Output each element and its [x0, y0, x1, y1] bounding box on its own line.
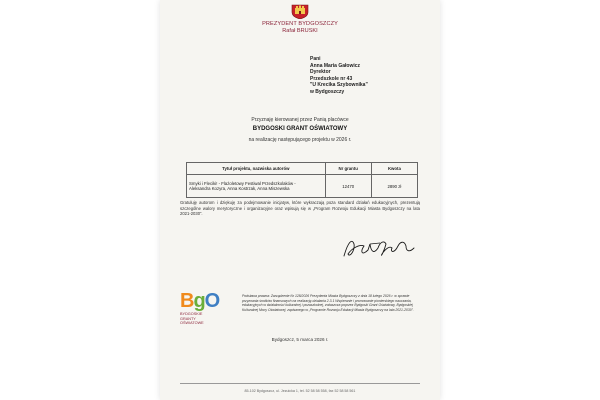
- footer-divider: [180, 383, 420, 384]
- column-header: Nr grantu: [325, 163, 371, 175]
- recipient-line: Przedszkole nr 43: [310, 75, 353, 82]
- grant-basis: na realizację następującego projektu w 2026 r.: [248, 137, 352, 143]
- column-header: Kwota: [371, 163, 417, 175]
- footer-address: 85-102 Bydgoszcz, ul. Jezuicka 1, tel. 52 58 58 558, fax 52 58 58 561: [244, 389, 356, 393]
- logo-caption: [180, 312, 242, 326]
- logo-caption-line: GRANTY: [180, 316, 196, 321]
- column-header: Tytuł projektu, nazwiska autorów: [187, 163, 326, 175]
- recipient-line: w Bydgoszczy: [310, 88, 345, 95]
- project-title-cell: [187, 175, 326, 198]
- project-authors: Aleksandra Kozyra, Anna Kostrzak, Anna Miszewska: [189, 186, 290, 191]
- recipient-line: Anna Maria Gałowicz: [310, 62, 361, 69]
- project-title: Smyki i Fleciki! - Flażoletowy Festiwal Przedszkolaków -: [189, 181, 296, 186]
- thanks-paragraph: Gratuluję autorom i dziękuję za podejmowanie inicjatyw, które wykraczają poza standard działań edukacyjnych, prezentują szczególne walory merytoryczne i organizacyjne oraz wpisują się w „Program Rozwoju Edukacji Miasta Bydgoszczy na lata 2021-2030”.: [180, 200, 420, 217]
- logo-caption-line: OŚWIATOWE: [180, 321, 204, 326]
- table-header-row: [187, 163, 418, 175]
- recipient-line: "U Krecika Szybownika": [310, 82, 368, 88]
- recipient-address: [310, 56, 368, 95]
- logo-letter-b: B: [180, 290, 194, 312]
- intro-text: Przyznaję kierowanej przez Panią placówce: [251, 117, 349, 123]
- header-title: PREZYDENT BYDGOSZCZY: [262, 21, 338, 27]
- header-name: Rafał BRUSKI: [282, 28, 318, 34]
- table-row: [187, 175, 418, 198]
- dateline: Bydgoszcz, 5 marca 2026 r.: [271, 337, 329, 342]
- letter-page: [160, 0, 440, 400]
- grant-title: BYDGOSKI GRANT OŚWIATOWY: [252, 126, 348, 132]
- recipient-line: Dyrektor: [310, 69, 331, 75]
- grant-number: 12470: [325, 175, 371, 198]
- grant-amount: 2890 zł: [371, 175, 417, 198]
- project-table: [186, 162, 418, 198]
- logo-letter-o: O: [204, 290, 220, 312]
- logo-caption-line: BYDGOSKIE: [180, 312, 203, 316]
- signature: [340, 232, 418, 262]
- bgo-logo: [180, 291, 242, 326]
- logo-letter-g: g: [193, 290, 205, 312]
- bgo-logo-mark: [180, 291, 242, 311]
- recipient-line: Pani: [310, 56, 321, 62]
- legal-footnote: Podstawa prawna: Zarządzenie Nr 128/2026 Prezydenta Miasta Bydgoszczy z dnia 18 lutego 2026 r. w sprawie przyznania środków finansowych na realizację działania 2.3.1 Wspieranie i promowanie pionierskiego nauczania, edukacyjnych w działalności kulturalnej i pozaszkolnej, zwłaszcza poprzez Bydgoski Grant Oświatowy, Bydgoskiej Kulturalnej Mocy Oświatowej, zapisanego w „Programie Rozwoju Edukacji Miasta Bydgoszczy na lata 2021-2030”.: [242, 294, 414, 312]
- city-crest-icon: [290, 3, 310, 19]
